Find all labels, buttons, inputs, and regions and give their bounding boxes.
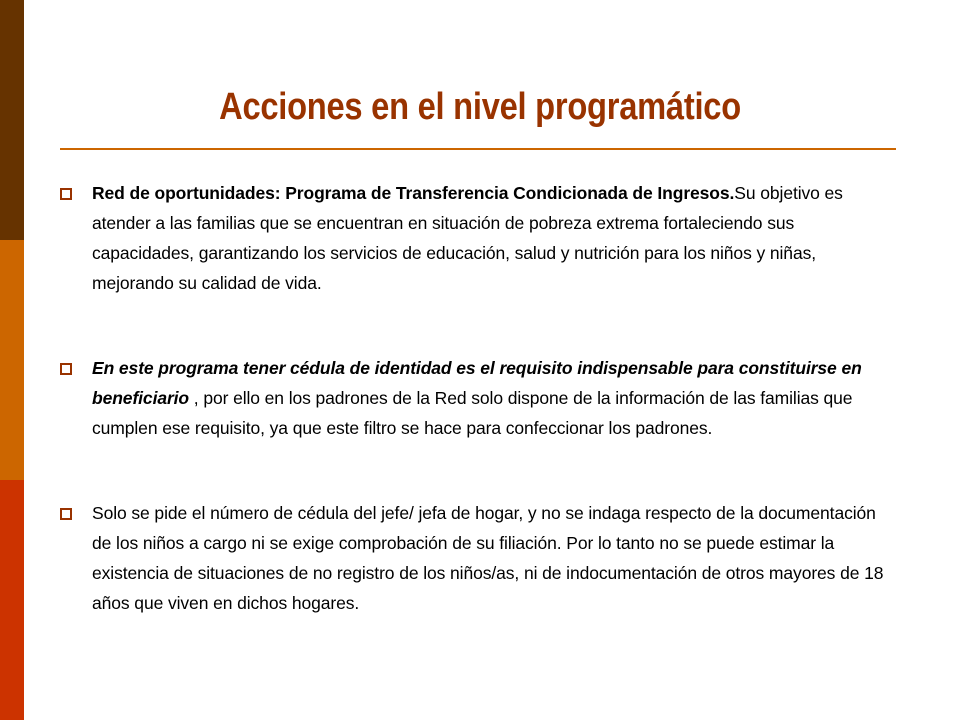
- bullet-item-3: [58, 498, 890, 618]
- square-bullet-icon: [60, 508, 72, 520]
- bullet-1-heading: Red de oportunidades: Programa de Transferencia Condicionada de Ingresos.: [92, 183, 735, 203]
- slide-title: Acciones en el nivel programático: [219, 86, 741, 128]
- sidebar-segment-middle: [0, 240, 24, 480]
- square-bullet-icon: [60, 188, 72, 200]
- bullet-item-2: [58, 353, 890, 443]
- sidebar-segment-bottom: [0, 480, 24, 720]
- title-divider: [60, 148, 896, 150]
- bullet-3-text: Solo se pide el número de cédula del jefe/ jefa de hogar, y no se indaga respecto de la documentación de los niños a cargo ni se exige comprobación de su filiación. Por lo tanto no se puede estimar la existencia de situaciones de no registro de los niños/as, ni de indocumentación de otros mayores de 18 años que viven en dichos hogares.: [92, 503, 884, 613]
- bullet-2-text: , por ello en los padrones de la Red solo dispone de la información de las familias que cumplen ese requisito, ya que este filtro se hace para confeccionar los padrones.: [92, 388, 853, 438]
- sidebar-segment-top: [0, 0, 24, 240]
- bullet-2-heading: En este programa tener cédula de identidad es el requisito indispensable para constituirse en beneficiario: [92, 358, 862, 408]
- bullet-1-text: Su objetivo es atender a las familias que se encuentran en situación de pobreza extrema fortaleciendo sus capacidades, garantizando los servicios de educación, salud y nutrición para los niños y niñas, mejorando su calidad de vida.: [92, 183, 843, 293]
- square-bullet-icon: [60, 363, 72, 375]
- bullet-list: [58, 178, 890, 673]
- bullet-item-1: [58, 178, 890, 298]
